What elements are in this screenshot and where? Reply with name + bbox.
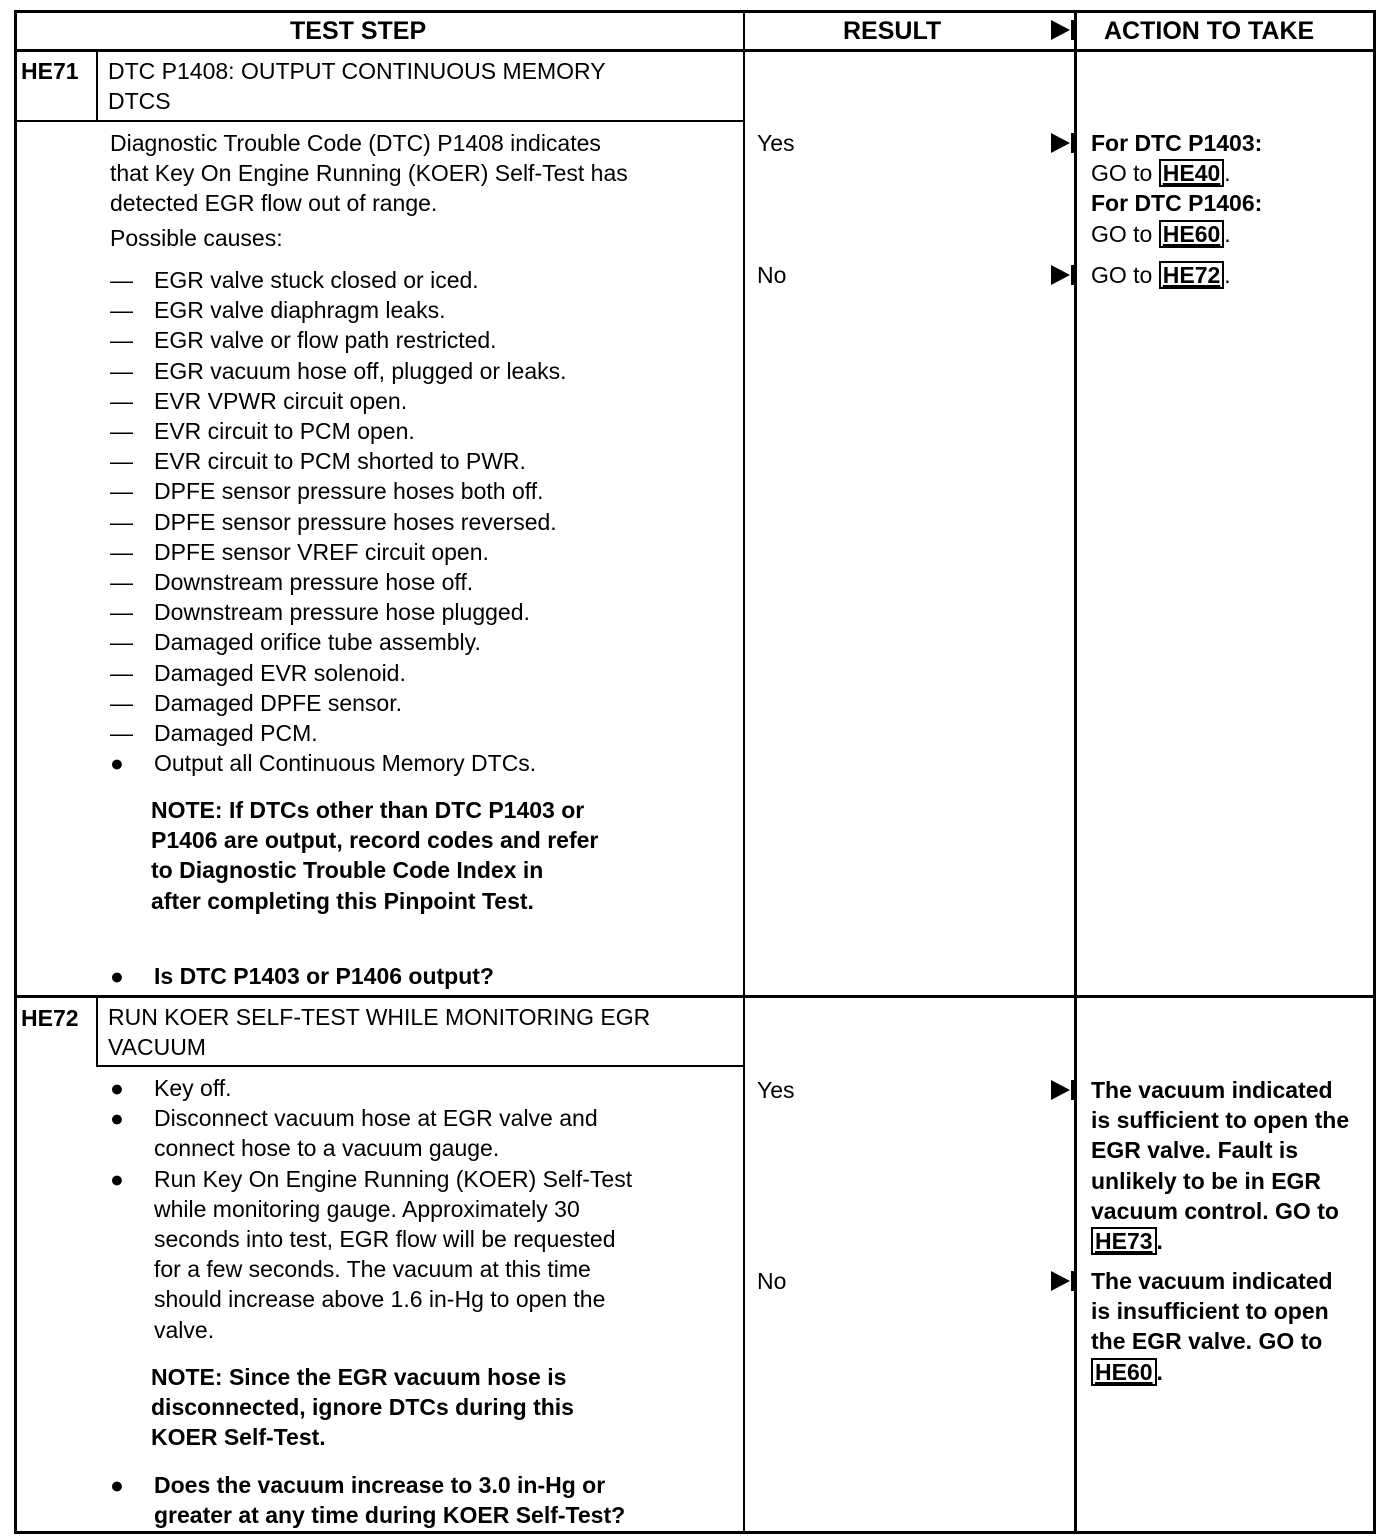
dash-bullet: — <box>110 629 133 656</box>
he71-question: ● Is DTC P1403 or P1406 output? <box>110 961 494 991</box>
list-item: — EGR valve diaphragm leaks. <box>110 295 567 325</box>
he71-intro-line-2: that Key On Engine Running (KOER) Self-Test has <box>110 160 628 187</box>
he71-note-line-4: after completing this Pinpoint Test. <box>151 887 534 914</box>
he72-link-he73[interactable]: HE73 <box>1091 1227 1157 1255</box>
he71-title-line-2: DTCS <box>108 88 171 114</box>
he72-steps: ● Key off. ● Disconnect vacuum hose at EGR valve and connect hose to a vacuum gauge. ● Run Key On Engine Running (KOER) Self-Test while monitoring gauge. Approximately 30 seconds into test, EGR flow will be requested for a few seconds. The vacuum at this time should increase above 1.6 in-Hg to open the valve. <box>110 1075 633 1343</box>
list-item: — Downstream pressure hose plugged. <box>110 597 567 627</box>
list-item: — Damaged PCM. <box>110 718 567 748</box>
he71-title-underline <box>14 120 744 122</box>
table-border-right <box>1373 10 1376 1534</box>
he71-action-dtc-p1406: For DTC P1406: <box>1091 190 1263 217</box>
dash-bullet: — <box>110 689 133 716</box>
col-divider-result <box>743 10 745 1534</box>
he71-result-yes: Yes <box>757 130 795 156</box>
list-item: — EVR circuit to PCM shorted to PWR. <box>110 446 567 476</box>
he71-step-id: HE71 <box>21 58 79 84</box>
bullet-icon: ● <box>110 1075 124 1101</box>
list-item: — Damaged orifice tube assembly. <box>110 627 567 657</box>
he71-link-he40[interactable]: HE40 <box>1159 159 1225 187</box>
table-border-top <box>14 10 1376 13</box>
table-border-left <box>14 10 17 1534</box>
he71-note <box>151 795 598 916</box>
he71-action-dtc-p1403: For DTC P1403: <box>1091 130 1263 156</box>
he71-intro-line-1: Diagnostic Trouble Code (DTC) P1408 indicates <box>110 130 601 156</box>
list-item: ● Output all Continuous Memory DTCs. <box>110 748 567 778</box>
he72-step-id: HE72 <box>21 1005 79 1031</box>
col-divider-action <box>1074 10 1077 1534</box>
header-arrow-icon <box>1051 20 1070 40</box>
he72-action-yes: The vacuum indicated is sufficient to open the EGR valve. Fault is unlikely to be in EGR vacuum control. GO to HE73 . <box>1091 1077 1350 1255</box>
he71-title-line-1: DTC P1408: OUTPUT CONTINUOUS MEMORY <box>108 58 606 84</box>
dash-bullet: — <box>110 508 133 535</box>
dash-bullet: — <box>110 357 133 384</box>
list-item: — Downstream pressure hose off. <box>110 567 567 597</box>
list-item: — DPFE sensor pressure hoses reversed. <box>110 507 567 537</box>
list-item: — EGR vacuum hose off, plugged or leaks. <box>110 356 567 386</box>
he71-result-no: No <box>757 262 787 288</box>
bullet-icon: ● <box>110 963 124 989</box>
dash-bullet: — <box>110 418 133 445</box>
list-item: ● Key off. <box>110 1073 632 1103</box>
he71-action-yes: For DTC P1403: GO to HE40 . For DTC P1406: GO to HE60 . <box>1091 130 1263 247</box>
he72-note-line-1: NOTE: Since the EGR vacuum hose is <box>151 1364 567 1390</box>
he72-note-line-2: disconnected, ignore DTCs during this <box>151 1394 574 1421</box>
header-result: RESULT <box>843 17 942 45</box>
he72-title-underline <box>96 1065 744 1067</box>
dash-bullet: — <box>110 538 133 565</box>
he72-result-yes: Yes <box>757 1077 795 1103</box>
he72-note <box>151 1362 574 1453</box>
header-action: ACTION TO TAKE <box>1104 17 1315 45</box>
list-item: ● Run Key On Engine Running (KOER) Self-Test <box>110 1164 632 1194</box>
he71-action-no: GO to HE72 . <box>1091 262 1231 288</box>
dash-bullet: — <box>110 478 133 505</box>
dash-bullet: — <box>110 448 133 475</box>
list-item: — Damaged DPFE sensor. <box>110 688 567 718</box>
dash-bullet: — <box>110 387 133 414</box>
list-item: — Damaged EVR solenoid. <box>110 658 567 688</box>
dash-bullet: — <box>110 659 133 686</box>
bullet-icon: ● <box>110 750 124 777</box>
he72-question: ● Does the vacuum increase to 3.0 in-Hg or greater at any time during KOER Self-Test? <box>110 1472 626 1529</box>
list-item: — DPFE sensor pressure hoses both off. <box>110 476 567 506</box>
dash-bullet: — <box>110 720 133 747</box>
he71-note-line-3: to Diagnostic Trouble Code Index in <box>151 857 544 884</box>
dash-bullet: — <box>110 267 133 293</box>
header-test-step: TEST STEP <box>290 17 427 45</box>
he72-id-divider <box>96 996 98 1066</box>
he71-causes-list <box>110 265 567 778</box>
dash-bullet: — <box>110 599 133 626</box>
he71-link-he72[interactable]: HE72 <box>1159 261 1225 289</box>
he72-title-line-2: VACUUM <box>108 1034 206 1060</box>
he71-link-he60[interactable]: HE60 <box>1159 220 1225 248</box>
dash-bullet: — <box>110 297 133 324</box>
list-item: — EGR valve stuck closed or iced. <box>110 265 567 295</box>
he71-intro <box>110 128 628 253</box>
he72-step-title <box>108 1002 650 1062</box>
he72-no-arrow-icon <box>1051 1271 1070 1291</box>
he71-step-title <box>108 56 606 116</box>
bullet-icon: ● <box>110 1105 124 1132</box>
bullet-icon: ● <box>110 1472 124 1498</box>
he72-title-line-1: RUN KOER SELF-TEST WHILE MONITORING EGR <box>108 1004 651 1030</box>
table-border-bottom <box>14 1531 1376 1534</box>
bullet-icon: ● <box>110 1165 124 1192</box>
he71-id-divider <box>96 50 98 122</box>
list-item: — DPFE sensor VREF circuit open. <box>110 537 567 567</box>
he72-yes-arrow-icon <box>1051 1080 1070 1100</box>
he71-possible-causes-label: Possible causes: <box>110 224 283 251</box>
he72-note-line-3: KOER Self-Test. <box>151 1424 326 1451</box>
he72-result-no: No <box>757 1268 787 1294</box>
list-item: ● Disconnect vacuum hose at EGR valve and <box>110 1103 632 1133</box>
he71-yes-arrow-icon <box>1051 133 1070 153</box>
he71-note-line-1: NOTE: If DTCs other than DTC P1403 or <box>151 797 585 823</box>
he71-intro-line-3: detected EGR flow out of range. <box>110 190 438 217</box>
header-divider <box>14 49 1376 52</box>
dash-bullet: — <box>110 327 133 354</box>
dash-bullet: — <box>110 569 133 596</box>
list-item: — EGR valve or flow path restricted. <box>110 325 567 355</box>
list-item: — EVR VPWR circuit open. <box>110 386 567 416</box>
he72-action-no: The vacuum indicated is insufficient to open the EGR valve. GO to HE60 . <box>1091 1268 1333 1385</box>
he72-link-he60[interactable]: HE60 <box>1091 1358 1157 1386</box>
list-item: — EVR circuit to PCM open. <box>110 416 567 446</box>
he71-note-line-2: P1406 are output, record codes and refer <box>151 827 599 854</box>
step-divider <box>14 995 1376 998</box>
he71-no-arrow-icon <box>1051 265 1070 285</box>
